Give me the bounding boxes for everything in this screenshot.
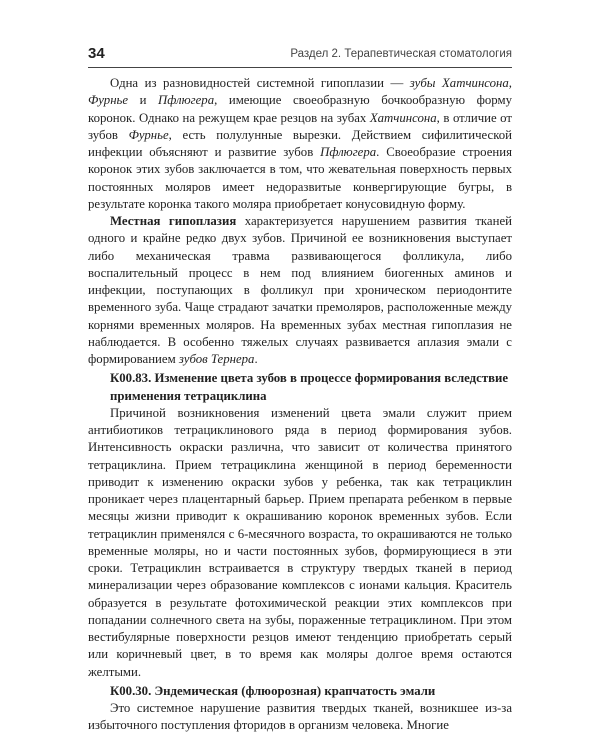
- paragraph-text: Одна из разновидностей системной гипоплазии —: [110, 76, 410, 90]
- paragraph-text: , в отличие от зубов: [88, 110, 512, 142]
- page-header: [88, 45, 512, 68]
- italic-term: Пфлюгера: [320, 145, 377, 159]
- italic-term: зубов Тернера: [178, 352, 255, 366]
- italic-term: Фурнье: [88, 93, 129, 108]
- paragraph-text: .: [254, 352, 258, 366]
- paragraph-text: и: [128, 93, 159, 108]
- section-heading-k00-30: К00.30. Эндемическая (флюорозная) крапчатость эмали: [110, 683, 436, 698]
- italic-term: Пфлюгера: [158, 93, 215, 108]
- section-heading-k00-83: К00.83. Изменение цвета зубов в процессе формирования вследствие применения тетрациклина: [110, 371, 509, 403]
- paragraph-fluorosis: Это системное нарушение развития твердых тканей, возникшее из-за избыточного поступления фторидов в организм человека. Многие: [88, 701, 512, 733]
- italic-term: Хатчинсона: [369, 110, 437, 125]
- italic-term: Фурнье: [128, 127, 169, 142]
- paragraph-text: , имеющие своеобразную бочкообразную форму коронок. Однако на режущем крае резцов на зубах: [88, 93, 512, 125]
- bold-term: Местная гипоплазия: [110, 214, 237, 228]
- page-number: 34: [88, 45, 105, 62]
- italic-term: зубы Хатчинсона,: [409, 76, 513, 90]
- paragraph-text: характеризуется нарушением развития тканей одного и крайне редко двух зубов. Причиной ее возникновения выступает либо механическая травма развивающегося фолликула, либо воспалительный процесс в нем под влиянием биогенных аминов и инфекции, поступающих в фолликул при хроническом периодонтите временного зуба. Чаще страдают зачатки премоляров, расположенные между корнями временных моляров. На временных зубах местная гипоплазия не наблюдается. В особенно тяжелых случаях развивается аплазия эмали с формированием: [88, 214, 512, 366]
- paragraph-tetracycline: Причиной возникновения изменений цвета эмали служит прием антибиотиков тетрациклинового ряда в период формирования зубов. Интенсивность окраски различна, что зависит от количества принятого тетрациклина. Прием тетрациклина женщиной в период беременности приводит к изменению окраски зубов у ребенка, так как тетрациклин проникает через плацентарный барьер. Прием препарата ребенком в первые месяцы жизни приводит к окрашиванию коронок временных зубов. Если тетрациклин применялся с 6-месячного возраста, то окрашиваются не только временные моляры, но и части постоянных зубов, формирующиеся в эти сроки. Тетрациклин встраивается в структуру твердых тканей в период минерализации через образование комплексов с ионами кальция. Краситель образуется в результате фотохимической реакции этих комплексов при попадании солнечного света на зубы, пораженные тетрациклином. При этом вестибулярные поверхности резцов имеют тенденцию приобретать серый или коричневый цвет, в то время как моляры долгое время остаются желтыми.: [88, 405, 512, 679]
- page-body: [88, 75, 512, 735]
- paragraph-local-hypoplasia: [88, 213, 512, 368]
- paragraph-text: . Своеобразие строения коронок этих зубов заключается в том, что жевательная поверхность первых постоянных моляров имеет недоразвитые конвергирующие бугры, в результате коронка такого моляра приобретает конусовидную форму.: [88, 145, 512, 211]
- paragraph-text: , есть полулунные вырезки. Действием сифилитической инфекции объясняют и развитие зубов: [88, 127, 513, 159]
- paragraph-systemic-hypoplasia: [88, 75, 512, 213]
- running-head: Раздел 2. Терапевтическая стоматология: [290, 48, 512, 60]
